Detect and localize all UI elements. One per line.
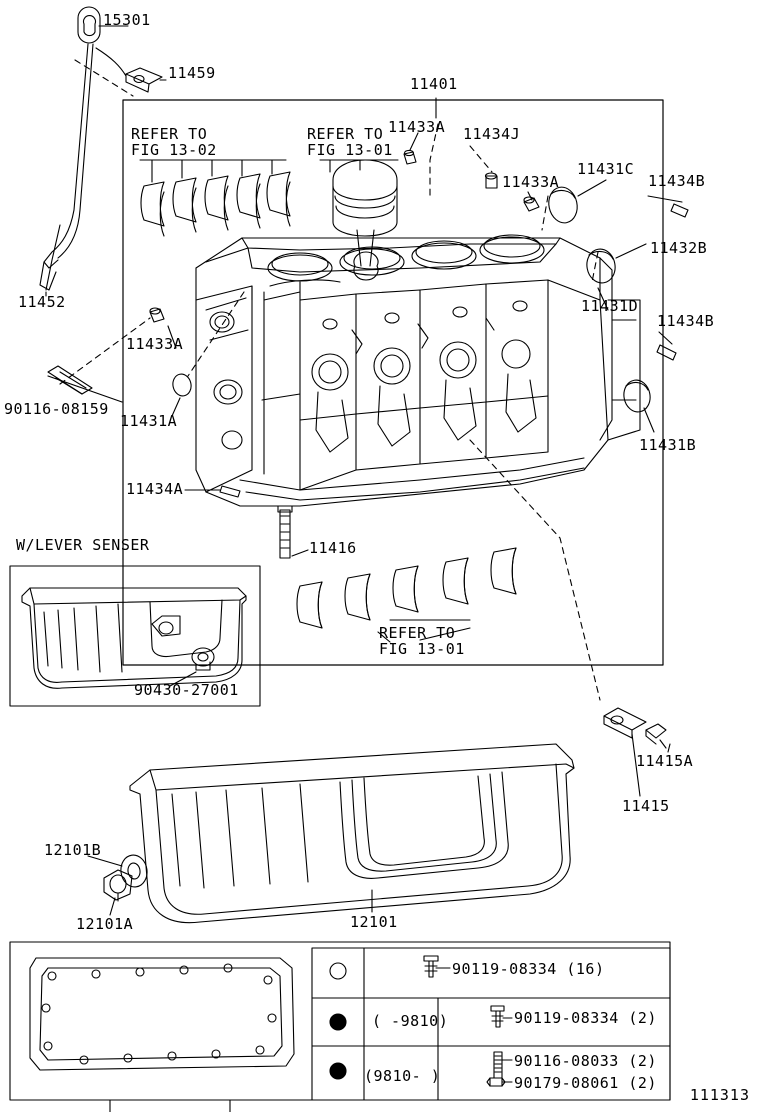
inset-part-90430-27001: 90430-27001 xyxy=(134,681,239,699)
callout-90116-08159: 90116-08159 xyxy=(4,400,109,418)
callout-11432b: 11432B xyxy=(650,239,708,257)
refer-13-01-top-line1: REFER TO xyxy=(307,125,384,143)
callout-11434a: 11434A xyxy=(126,480,184,498)
callout-15301: 15301 xyxy=(103,11,151,29)
callout-11431a: 11431A xyxy=(120,412,178,430)
refer-13-02-line1: REFER TO xyxy=(131,125,208,143)
callout-12101: 12101 xyxy=(350,913,398,931)
refer-fig-13-01-top xyxy=(307,126,393,158)
legend-row3-fastener-stud: 90116-08033 (2) xyxy=(514,1052,657,1070)
legend-row1-fastener: 90119-08334 (16) xyxy=(452,960,605,978)
refer-13-02-line2: FIG 13-02 xyxy=(131,141,217,160)
callout-12101b: 12101B xyxy=(44,841,102,859)
callout-11452: 11452 xyxy=(18,293,66,311)
refer-fig-13-02 xyxy=(131,126,217,158)
inset-title: W/LEVER SENSER xyxy=(16,536,150,554)
callout-11433a-top: 11433A xyxy=(388,118,446,136)
legend-row3-range: (9810- ) xyxy=(364,1067,441,1085)
callout-11431c: 11431C xyxy=(577,160,635,178)
callout-11415a: 11415A xyxy=(636,752,694,770)
callout-11431d: 11431D xyxy=(581,297,639,315)
callout-11459: 11459 xyxy=(168,64,216,82)
callout-11433a-left: 11433A xyxy=(126,335,184,353)
callout-11416: 11416 xyxy=(309,539,357,557)
refer-13-01-top-line2: FIG 13-01 xyxy=(307,141,393,160)
callout-11401: 11401 xyxy=(410,75,458,93)
refer-fig-13-01-bottom xyxy=(379,625,465,657)
callout-11434b-lower: 11434B xyxy=(657,312,715,330)
callout-11434b-upper: 11434B xyxy=(648,172,706,190)
legend-row3-fastener-nut: 90179-08061 (2) xyxy=(514,1074,657,1092)
refer-13-01-bottom-line2: FIG 13-01 xyxy=(379,640,465,659)
callout-11415: 11415 xyxy=(622,797,670,815)
callout-12101a: 12101A xyxy=(76,915,134,933)
callout-11431b: 11431B xyxy=(639,436,697,454)
diagram-code: 111313 xyxy=(689,1086,750,1104)
legend-row2-fastener: 90119-08334 (2) xyxy=(514,1009,657,1027)
legend-row2-range: ( -9810) xyxy=(372,1012,449,1030)
refer-13-01-bottom-line1: REFER TO xyxy=(379,624,456,642)
callout-11434j: 11434J xyxy=(463,125,521,143)
callout-11433a-right: 11433A xyxy=(502,173,560,191)
